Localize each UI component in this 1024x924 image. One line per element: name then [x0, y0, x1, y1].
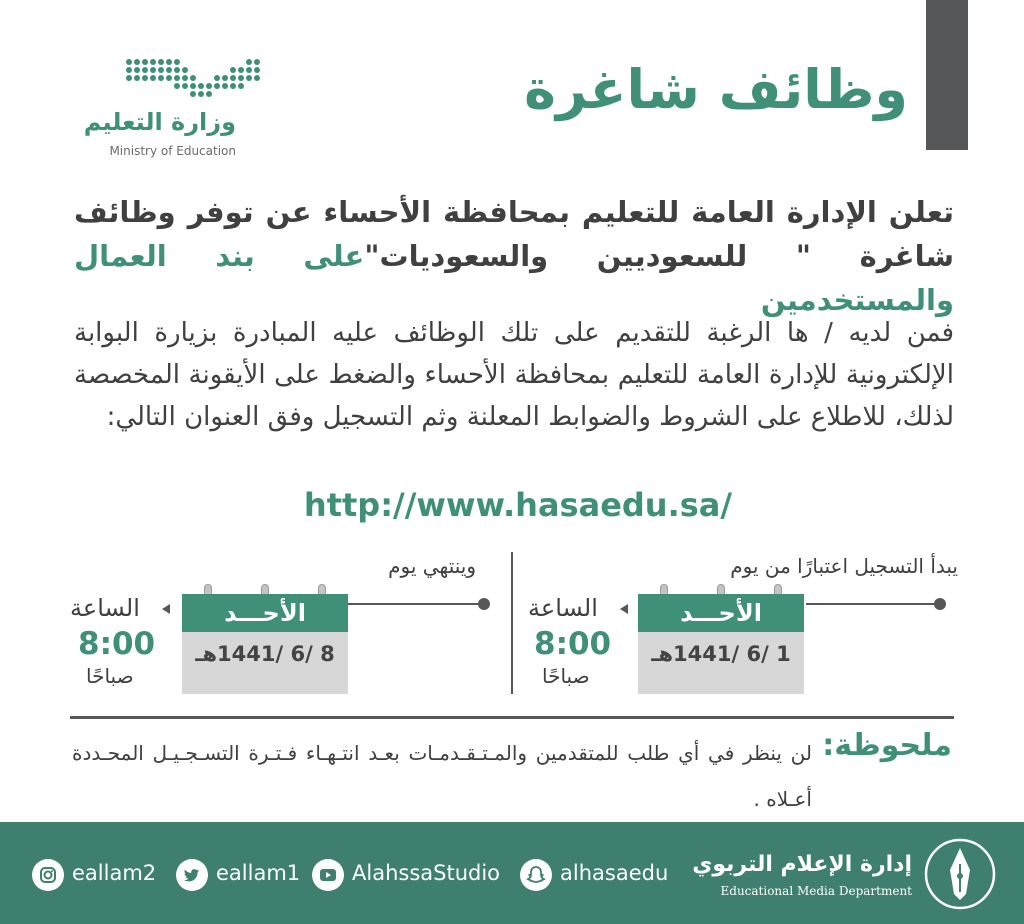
note-text: لن ينظر في أي طلب للمتقدمين والمـتـقـدمـات بعـد انتـهـاء فـتـرة التسـجـيـل المحـددة أعـلاه .: [72, 741, 812, 811]
start-time: 8:00: [534, 626, 612, 662]
end-time-label: الساعة: [70, 594, 140, 622]
ministry-name-en: Ministry of Education: [109, 144, 236, 158]
social-handle: eallam2: [72, 861, 157, 885]
start-timeline-line: [806, 603, 942, 605]
snapchat-icon: [520, 859, 552, 891]
note-divider: [70, 716, 954, 719]
announcement-intro-text: تعلن الإدارة العامة للتعليم بمحافظة الأحساء عن توفر وظائف شاغرة " للسعوديين والسعوديات": [74, 195, 954, 273]
twitter-icon: [176, 859, 208, 891]
media-department-pen-icon: [922, 836, 998, 912]
announcement-highlight: على بند العمال والمستخدمين: [74, 239, 954, 317]
ministry-logo: [40, 50, 270, 162]
social-twitter[interactable]: [176, 859, 306, 891]
start-time-arrow-icon: [620, 604, 628, 614]
portal-url[interactable]: http://www.hasaedu.sa/: [303, 486, 733, 524]
end-time-period: صباحًا: [86, 664, 134, 688]
department-name-ar: إدارة الإعلام التربوي: [692, 852, 912, 877]
page-title: وظائف شاغرة: [524, 58, 908, 121]
social-handle: eallam1: [216, 861, 301, 885]
instagram-icon: [32, 859, 64, 891]
ministry-logo-dots-icon: [125, 56, 265, 106]
end-time: 8:00: [78, 626, 156, 662]
end-date: 8 /6 /1441هـ: [195, 642, 335, 666]
registration-start-label: يبدأ التسجيل اعتبارًا من يوم: [730, 554, 958, 578]
start-time-period: صباحًا: [542, 664, 590, 688]
registration-end-label: وينتهي يوم: [388, 554, 476, 578]
start-date-calendar: [638, 594, 804, 694]
timeline-divider: [511, 552, 513, 694]
start-timeline-dot: [934, 598, 946, 610]
end-date-calendar: [182, 594, 348, 694]
social-youtube[interactable]: [312, 859, 512, 891]
application-instructions: فمن لديه / ها الرغبة للتقديم على تلك الوظائف عليه المبادرة بزيارة البوابة الإلكترونية للإدارة العامة للتعليم بمحافظة الأحساء والضغط على الأيقونة المخصصة لذلك، للاطلاع على الشروط والضوابط المعلنة وثم التسجيل وفق العنوان التالي:: [74, 318, 954, 432]
social-instagram[interactable]: [32, 859, 162, 891]
youtube-icon: [312, 859, 344, 891]
social-handle: AlahssaStudio: [352, 861, 501, 885]
start-date: 1 /6 /1441هـ: [651, 642, 791, 666]
announcement-intro: [74, 190, 954, 322]
end-timeline-line: [348, 603, 486, 605]
end-time-arrow-icon: [162, 604, 170, 614]
department-name-en: Educational Media Department: [720, 884, 912, 898]
end-timeline-dot: [478, 598, 490, 610]
start-day: الأحـــد: [638, 594, 804, 632]
end-day: الأحـــد: [182, 594, 348, 632]
social-snapchat[interactable]: [520, 859, 680, 891]
note-label: ملحوظة:: [822, 728, 952, 763]
start-time-label: الساعة: [528, 594, 598, 622]
footer-bar: [0, 822, 1024, 924]
social-handle: alhasaedu: [560, 861, 669, 885]
title-accent-bar: [926, 0, 968, 150]
ministry-name-ar: وزارة التعليم: [83, 108, 236, 136]
